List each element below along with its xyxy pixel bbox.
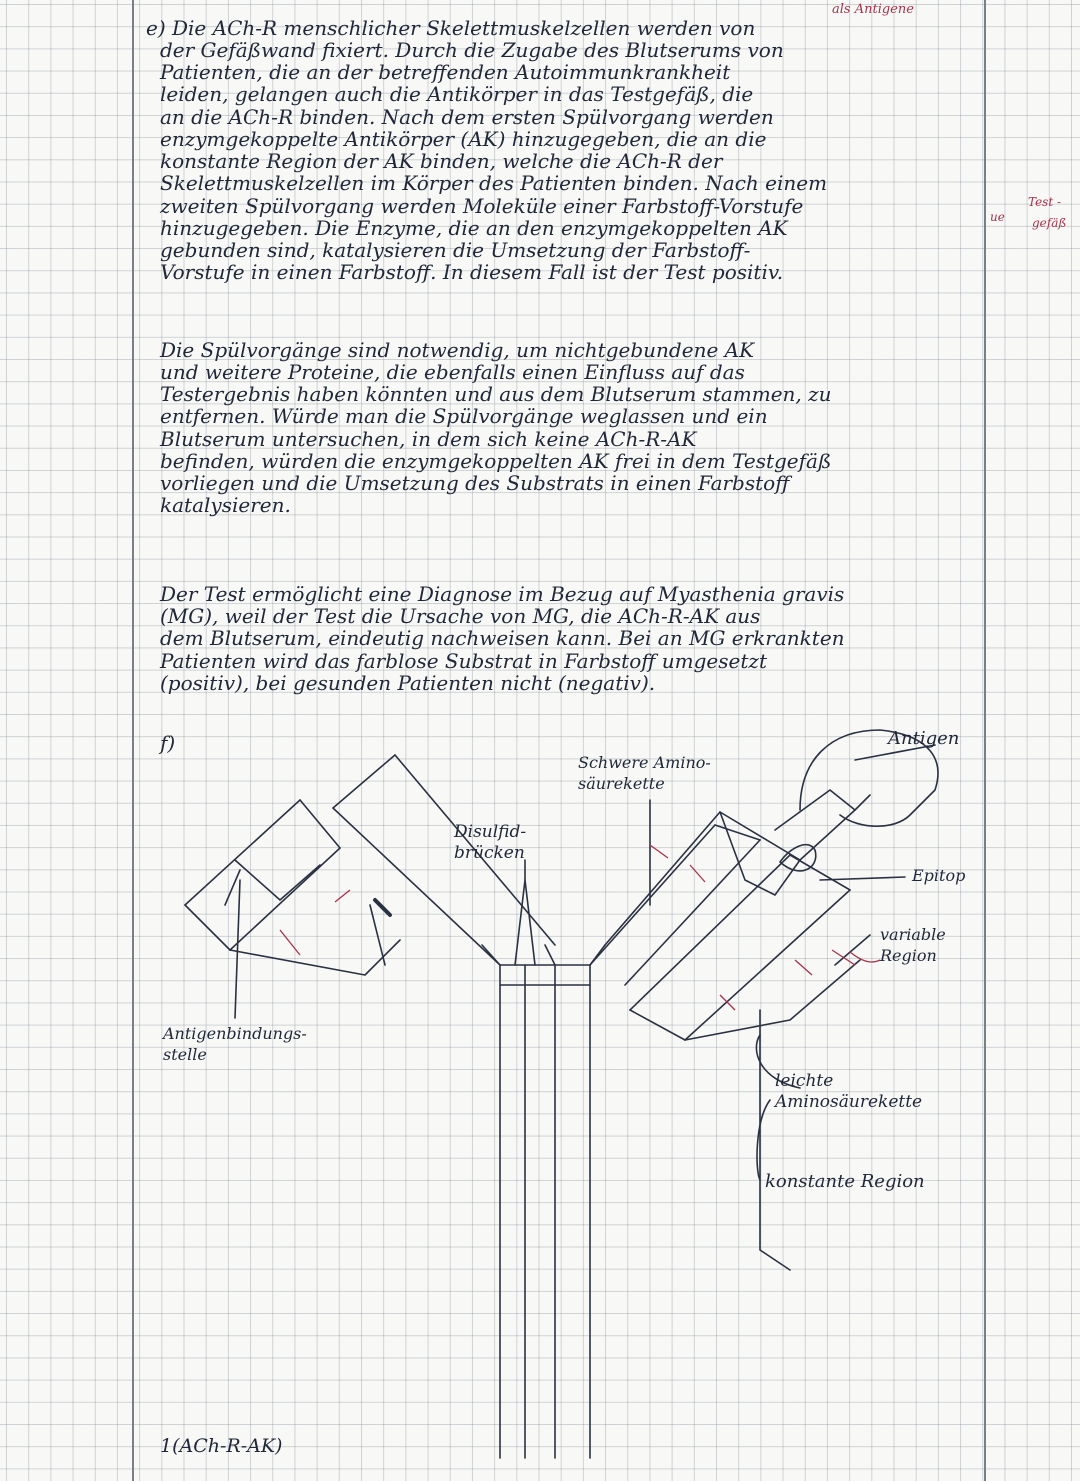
text-line: vorliegen und die Umsetzung des Substrats in einen Farbstoff	[160, 471, 790, 495]
section-f-label: f)	[160, 731, 176, 755]
text-line: e) Die ACh-R menschlicher Skelettmuskelzellen werden von	[146, 16, 756, 40]
text-line: zweiten Spülvorgang werden Moleküle einer Farbstoff-Vorstufe	[160, 194, 804, 218]
text-line: der Gefäßwand fixiert. Durch die Zugabe des Blutserums von	[160, 38, 784, 62]
label-disulfidbruecken: Disulfid- brücken	[454, 822, 527, 863]
margin-note-test: Test -	[1028, 195, 1062, 209]
text-line: Skelettmuskelzellen im Körper des Patienten binden. Nach einem	[160, 171, 828, 195]
text-line: (MG), weil der Test die Ursache von MG, die ACh-R-AK aus	[160, 604, 761, 628]
text-line: Der Test ermöglicht eine Diagnose im Bezug auf Myasthenia gravis	[160, 582, 845, 606]
label-antigenbindungsstelle: Antigenbindungs- stelle	[163, 1024, 307, 1064]
text-line: katalysieren.	[160, 493, 291, 517]
text-line: Testergebnis haben könnten und aus dem Blutserum stammen, zu	[160, 382, 832, 406]
label-variable-region: variable Region	[880, 925, 946, 965]
text-line: enzymgekoppelte Antikörper (AK) hinzugegeben, die an die	[160, 127, 767, 151]
text-line: Blutserum untersuchen, in dem sich keine ACh-R-AK	[160, 427, 697, 451]
margin-note-ue: ue	[990, 210, 1005, 224]
label-konstante-region: konstante Region	[765, 1171, 925, 1192]
text-line: an die ACh-R binden. Nach dem ersten Spülvorgang werden	[160, 105, 774, 129]
label-leichte-aminosaeurekette: leichte Aminosäurekette	[775, 1071, 923, 1112]
text-line: leiden, gelangen auch die Antikörper in das Testgefäß, die	[160, 82, 754, 106]
text-line: Vorstufe in einen Farbstoff. In diesem Fall ist der Test positiv.	[160, 260, 784, 284]
text-line: Patienten, die an der betreffenden Autoimmunkrankheit	[160, 60, 731, 84]
text-line: konstante Region der AK binden, welche die ACh-R der	[160, 149, 723, 173]
label-antigen: Antigen	[888, 728, 960, 749]
note-als-antigene: als Antigene	[832, 2, 914, 17]
text-line: Patienten wird das farblose Substrat in Farbstoff umgesetzt	[160, 649, 767, 673]
label-schwere-aminosaeurekette: Schwere Amino- säurekette	[578, 753, 711, 793]
text-line: gebunden sind, katalysieren die Umsetzung der Farbstoff-	[160, 238, 751, 262]
text-line: befinden, würden die enzymgekoppelten AK frei in dem Testgefäß	[160, 449, 832, 473]
text-line: dem Blutserum, eindeutig nachweisen kann. Bei an MG erkrankten	[160, 626, 845, 650]
label-epitop: Epitop	[912, 866, 966, 885]
caption-ach-r-ak: 1(ACh-R-AK)	[160, 1435, 283, 1457]
text-line: und weitere Proteine, die ebenfalls einen Einfluss auf das	[160, 360, 745, 384]
text-line: (positiv), bei gesunden Patienten nicht (negativ).	[160, 671, 656, 695]
text-line: hinzugegeben. Die Enzyme, die an den enzymgekoppelten AK	[160, 216, 788, 240]
text-line: Die Spülvorgänge sind notwendig, um nichtgebundene AK	[160, 338, 755, 362]
margin-note-gefass: gefäß	[1032, 216, 1067, 230]
text-line: entfernen. Würde man die Spülvorgänge weglassen und ein	[160, 404, 768, 428]
